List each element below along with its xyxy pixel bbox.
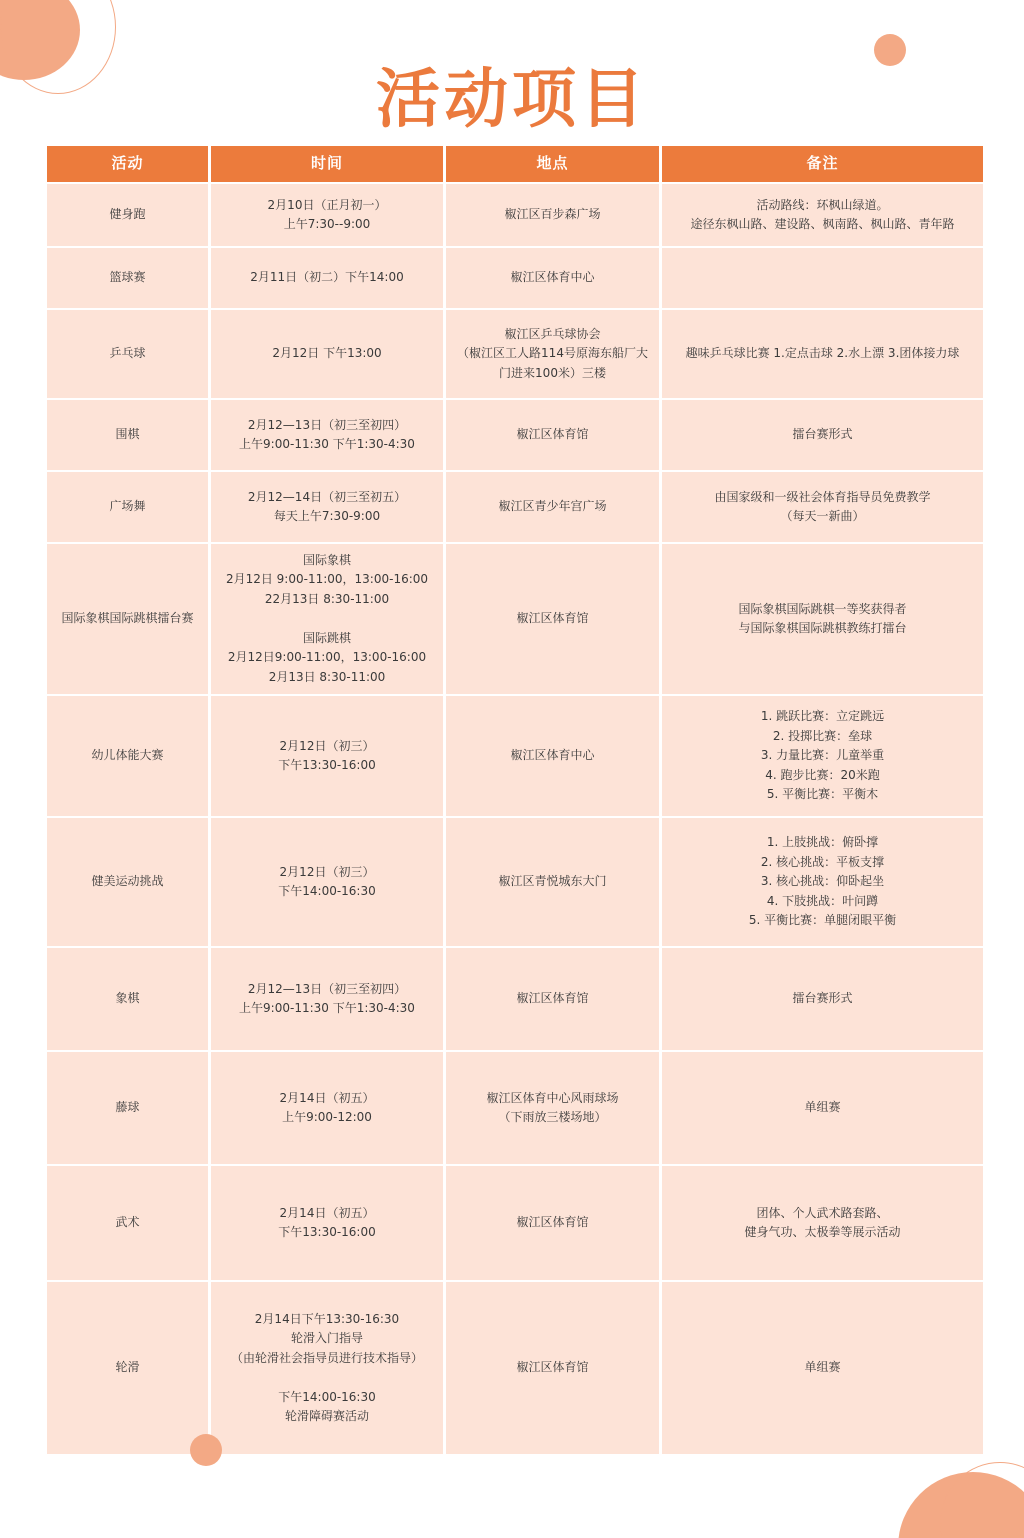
location-line: （椒江区工人路114号原海东船厂大 [457, 346, 648, 361]
time-cell [211, 400, 443, 470]
notes-line: 4. 跑步比赛：20米跑 [765, 767, 880, 782]
location-cell [446, 696, 659, 816]
notes-cell [662, 1052, 983, 1164]
notes-cell [662, 1166, 983, 1280]
notes-cell [662, 818, 983, 946]
time-line: 上午7:30--9:00 [283, 217, 371, 231]
header-activity: 活动 [47, 146, 208, 182]
time-cell [211, 248, 443, 308]
blank-line [215, 1368, 439, 1388]
time-line: 上午9:00-12:00 [282, 1110, 372, 1124]
time-line: 轮滑入门指导 [290, 1331, 363, 1345]
location-line: 椒江区体育馆 [516, 1215, 589, 1230]
location-line: 椒江区青少年宫广场 [498, 499, 607, 514]
location-cell [446, 1052, 659, 1164]
time-cell [211, 1282, 443, 1454]
activity-cell: 国际象棋国际跳棋擂台赛 [47, 544, 208, 694]
time-line: 国际象棋 [302, 552, 351, 567]
time-line: 2月11日（初二）下午14:00 [250, 270, 404, 285]
time-cell [211, 544, 443, 694]
time-line: 2月12—14日（初三至初五） [247, 489, 407, 504]
notes-cell [662, 184, 983, 246]
notes-line: 国际象棋国际跳棋一等奖获得者 [738, 601, 907, 616]
blank-line [215, 609, 439, 629]
location-line: 门进来100米）三楼 [499, 365, 606, 380]
activity-cell: 健美运动挑战 [47, 818, 208, 946]
location-cell [446, 1166, 659, 1280]
notes-cell [662, 696, 983, 816]
notes-cell [662, 544, 983, 694]
decorative-ring-bottom-right [940, 1462, 1024, 1538]
activity-schedule-table [44, 144, 986, 1456]
table-row [47, 1282, 983, 1454]
notes-line: 2. 投掷比赛：垒球 [772, 728, 873, 743]
time-line: 2月12日 下午13:00 [272, 346, 382, 361]
notes-line: 1. 跳跃比赛：立定跳远 [760, 709, 885, 724]
activity-cell: 轮滑 [47, 1282, 208, 1454]
location-cell [446, 818, 659, 946]
time-line: 2月13日 8:30-11:00 [268, 669, 386, 684]
page-title: 活动项目 [376, 63, 648, 137]
notes-cell [662, 472, 983, 542]
notes-line: 与国际象棋国际跳棋教练打擂台 [738, 621, 907, 635]
notes-line: 活动路线：环枫山绿道。 [756, 197, 889, 212]
location-cell [446, 184, 659, 246]
notes-line: 5. 平衡比赛：单腿闭眼平衡 [748, 913, 897, 928]
time-line: 上午9:00-11:30 下午1:30-4:30 [239, 437, 415, 451]
location-cell [446, 310, 659, 398]
location-cell [446, 400, 659, 470]
notes-line: 3. 核心挑战：仰卧起坐 [760, 874, 885, 889]
time-line: 2月14日（初五） [279, 1090, 375, 1105]
notes-line: （每天一新曲） [780, 509, 865, 523]
time-line: 2月14日（初五） [279, 1205, 375, 1220]
notes-line: 2. 核心挑战：平板支撑 [760, 854, 885, 869]
notes-line: 3. 力量比赛：儿童举重 [760, 748, 885, 763]
notes-line: 单组赛 [804, 1100, 841, 1115]
table-row [47, 1166, 983, 1280]
time-line: 2月12日 9:00-11:00，13:00-16:00 [225, 572, 429, 587]
time-cell [211, 1166, 443, 1280]
time-cell [211, 948, 443, 1050]
notes-line: 团体、个人武术路套路、 [756, 1205, 889, 1220]
table-row [47, 1052, 983, 1164]
table-row [47, 696, 983, 816]
location-line: 椒江区体育馆 [516, 611, 589, 626]
location-line: 椒江区体育中心 [510, 270, 595, 285]
table-header-row [47, 146, 983, 182]
time-line: 2月12—13日（初三至初四） [247, 981, 407, 996]
decorative-dot-bottom-left [190, 1434, 222, 1466]
notes-line: 擂台赛形式 [792, 991, 853, 1006]
location-line: 椒江区青悦城东大门 [498, 874, 607, 889]
location-line: 椒江区体育馆 [516, 427, 589, 442]
notes-line: 擂台赛形式 [792, 427, 853, 442]
notes-line: 趣味乒乓球比赛 1.定点击球 2.水上漂 3.团体接力球 [685, 346, 960, 361]
notes-line: 单组赛 [804, 1360, 841, 1375]
time-line: 上午9:00-11:30 下午1:30-4:30 [239, 1001, 415, 1015]
time-cell [211, 184, 443, 246]
location-cell [446, 948, 659, 1050]
time-line: 下午14:00-16:30 [278, 1389, 376, 1404]
time-line: 22月13日 8:30-11:00 [264, 591, 390, 606]
table-row [47, 544, 983, 694]
notes-line: 1. 上肢挑战：俯卧撑 [766, 835, 879, 850]
table-row [47, 248, 983, 308]
notes-line: 途径东枫山路、建设路、枫南路、枫山路、青年路 [690, 217, 955, 231]
table-row [47, 948, 983, 1050]
activity-cell: 象棋 [47, 948, 208, 1050]
notes-line: 5. 平衡比赛：平衡木 [766, 787, 879, 802]
time-line: 2月12日（初三） [279, 738, 375, 753]
time-line: 下午13:30-16:00 [278, 758, 376, 772]
time-line: 2月12—13日（初三至初四） [247, 417, 407, 432]
location-line: 椒江区体育馆 [516, 991, 589, 1006]
activity-cell: 健身跑 [47, 184, 208, 246]
time-line: 下午13:30-16:00 [278, 1225, 376, 1239]
notes-cell [662, 948, 983, 1050]
location-line: 椒江区体育中心风雨球场 [486, 1090, 619, 1105]
time-line: 轮滑障碍赛活动 [284, 1409, 369, 1423]
time-line: 2月12日9:00-11:00，13:00-16:00 [227, 650, 427, 665]
table-row [47, 310, 983, 398]
location-cell [446, 1282, 659, 1454]
location-line: 椒江区百步森广场 [504, 207, 601, 222]
table-row [47, 400, 983, 470]
time-cell [211, 818, 443, 946]
notes-line: 4. 下肢挑战：叶问蹲 [766, 893, 879, 908]
location-cell [446, 544, 659, 694]
location-line: 椒江区乒乓球协会 [504, 326, 601, 341]
time-cell [211, 472, 443, 542]
table-body [47, 184, 983, 1454]
time-line: 2月12日（初三） [279, 864, 375, 879]
table-row [47, 818, 983, 946]
time-cell [211, 1052, 443, 1164]
activity-cell: 篮球赛 [47, 248, 208, 308]
notes-cell [662, 400, 983, 470]
time-line: 2月14日下午13:30-16:30 [254, 1311, 400, 1326]
notes-cell [662, 248, 983, 308]
time-line: 2月10日（正月初一） [267, 197, 387, 212]
header-time: 时间 [211, 146, 443, 182]
time-line: 国际跳棋 [302, 630, 351, 645]
time-line: 每天上午7:30-9:00 [273, 509, 381, 523]
location-line: （下雨放三楼场地） [498, 1110, 607, 1124]
notes-cell [662, 1282, 983, 1454]
notes-line: 由国家级和一级社会体育指导员免费教学 [714, 489, 931, 504]
time-cell [211, 310, 443, 398]
activity-cell: 围棋 [47, 400, 208, 470]
activity-cell: 广场舞 [47, 472, 208, 542]
activity-cell: 武术 [47, 1166, 208, 1280]
notes-line: 健身气功、太极拳等展示活动 [744, 1225, 901, 1239]
location-cell [446, 472, 659, 542]
activity-cell: 乒乓球 [47, 310, 208, 398]
time-cell [211, 696, 443, 816]
table-row [47, 184, 983, 246]
table-row [47, 472, 983, 542]
notes-cell [662, 310, 983, 398]
time-line: （由轮滑社会指导员进行技术指导） [230, 1350, 423, 1365]
activity-cell: 幼儿体能大赛 [47, 696, 208, 816]
location-line: 椒江区体育中心 [510, 748, 595, 763]
time-line: 下午14:00-16:30 [278, 884, 376, 898]
activity-cell: 藤球 [47, 1052, 208, 1164]
location-cell [446, 248, 659, 308]
header-notes: 备注 [662, 146, 983, 182]
location-line: 椒江区体育馆 [516, 1360, 589, 1375]
header-location: 地点 [446, 146, 659, 182]
